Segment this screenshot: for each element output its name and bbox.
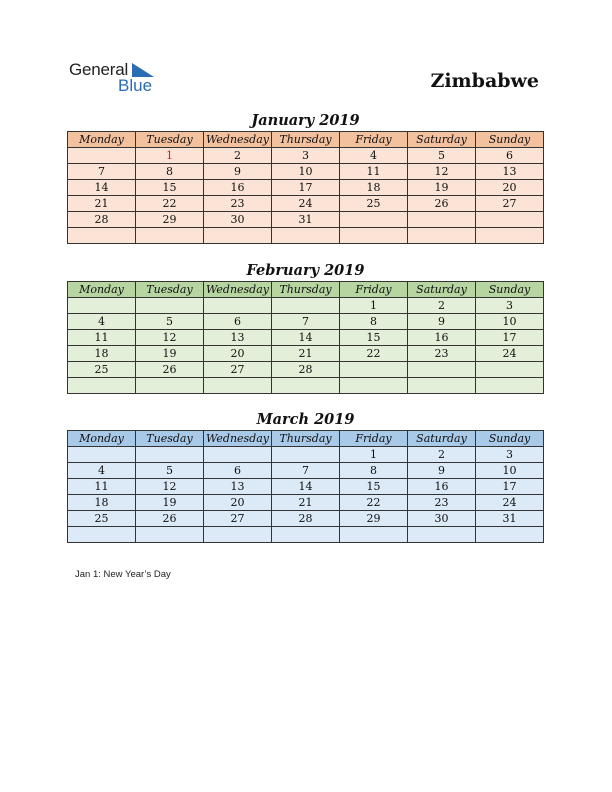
day-cell: 28 <box>272 362 340 378</box>
day-cell <box>340 228 408 244</box>
day-cell <box>136 527 204 543</box>
weekday-header: Friday <box>340 431 408 447</box>
weekday-header: Tuesday <box>136 431 204 447</box>
weekday-header: Monday <box>68 132 136 148</box>
weekday-header-row <box>68 132 544 148</box>
calendar-table <box>67 430 544 543</box>
day-cell: 27 <box>204 362 272 378</box>
day-cell: 6 <box>204 314 272 330</box>
month-title: January 2019 <box>251 112 360 129</box>
day-cell: 21 <box>272 495 340 511</box>
day-cell <box>272 228 340 244</box>
day-cell <box>204 447 272 463</box>
calendar-table <box>67 131 544 244</box>
weekday-header: Thursday <box>272 282 340 298</box>
day-cell <box>204 378 272 394</box>
day-cell: 17 <box>476 479 544 495</box>
day-cell: 5 <box>136 463 204 479</box>
day-cell: 5 <box>408 148 476 164</box>
weekday-header: Wednesday <box>204 282 272 298</box>
day-cell: 29 <box>340 511 408 527</box>
week-row <box>68 180 544 196</box>
day-cell: 11 <box>68 330 136 346</box>
day-cell: 2 <box>204 148 272 164</box>
day-cell: 17 <box>272 180 340 196</box>
day-cell: 3 <box>272 148 340 164</box>
day-cell: 24 <box>272 196 340 212</box>
day-cell: 11 <box>340 164 408 180</box>
week-row <box>68 164 544 180</box>
day-cell: 23 <box>408 495 476 511</box>
week-row <box>68 346 544 362</box>
day-cell <box>136 228 204 244</box>
day-cell: 12 <box>408 164 476 180</box>
day-cell: 26 <box>136 511 204 527</box>
day-cell: 5 <box>136 314 204 330</box>
day-cell: 18 <box>68 346 136 362</box>
day-cell <box>204 228 272 244</box>
day-cell: 20 <box>204 346 272 362</box>
week-row <box>68 228 544 244</box>
day-cell <box>136 447 204 463</box>
weekday-header: Sunday <box>476 132 544 148</box>
day-cell: 3 <box>476 298 544 314</box>
weekday-header: Friday <box>340 282 408 298</box>
day-cell <box>408 228 476 244</box>
holiday-note: Jan 1: New Year’s Day <box>75 569 171 580</box>
day-cell: 1 <box>136 148 204 164</box>
day-cell: 15 <box>340 479 408 495</box>
day-cell: 14 <box>68 180 136 196</box>
day-cell: 30 <box>204 212 272 228</box>
weekday-header: Thursday <box>272 132 340 148</box>
day-cell <box>68 378 136 394</box>
day-cell: 7 <box>272 314 340 330</box>
weekday-header-row <box>68 431 544 447</box>
day-cell: 14 <box>272 479 340 495</box>
day-cell: 31 <box>476 511 544 527</box>
day-cell: 15 <box>136 180 204 196</box>
weekday-header: Friday <box>340 132 408 148</box>
country-title: Zimbabwe <box>430 70 539 92</box>
day-cell: 6 <box>476 148 544 164</box>
day-cell: 7 <box>272 463 340 479</box>
month-march <box>67 410 544 543</box>
weekday-header: Wednesday <box>204 132 272 148</box>
day-cell: 2 <box>408 447 476 463</box>
day-cell <box>340 527 408 543</box>
day-cell: 17 <box>476 330 544 346</box>
day-cell: 11 <box>68 479 136 495</box>
day-cell: 16 <box>408 479 476 495</box>
day-cell: 20 <box>204 495 272 511</box>
day-cell: 9 <box>408 463 476 479</box>
day-cell: 26 <box>136 362 204 378</box>
day-cell: 1 <box>340 298 408 314</box>
day-cell: 10 <box>476 314 544 330</box>
day-cell: 13 <box>204 479 272 495</box>
day-cell: 2 <box>408 298 476 314</box>
day-cell: 9 <box>204 164 272 180</box>
week-row <box>68 212 544 228</box>
week-row <box>68 314 544 330</box>
day-cell: 23 <box>408 346 476 362</box>
day-cell: 12 <box>136 479 204 495</box>
weekday-header: Monday <box>68 282 136 298</box>
day-cell <box>272 527 340 543</box>
day-cell <box>136 298 204 314</box>
logo-blue-text: Blue <box>118 76 153 95</box>
day-cell <box>476 228 544 244</box>
calendar-table <box>67 281 544 394</box>
day-cell: 23 <box>204 196 272 212</box>
weekday-header: Thursday <box>272 431 340 447</box>
month-january <box>67 111 544 244</box>
day-cell: 9 <box>408 314 476 330</box>
day-cell: 6 <box>204 463 272 479</box>
day-cell <box>68 527 136 543</box>
day-cell: 28 <box>68 212 136 228</box>
day-cell: 27 <box>476 196 544 212</box>
day-cell <box>68 148 136 164</box>
day-cell: 29 <box>136 212 204 228</box>
day-cell <box>476 378 544 394</box>
day-cell: 4 <box>68 314 136 330</box>
weekday-header: Tuesday <box>136 282 204 298</box>
day-cell: 16 <box>408 330 476 346</box>
day-cell <box>340 212 408 228</box>
day-cell: 22 <box>340 346 408 362</box>
day-cell: 10 <box>272 164 340 180</box>
week-row <box>68 196 544 212</box>
day-cell: 8 <box>136 164 204 180</box>
weekday-header: Tuesday <box>136 132 204 148</box>
day-cell: 22 <box>136 196 204 212</box>
day-cell: 3 <box>476 447 544 463</box>
logo-triangle-icon <box>132 63 154 77</box>
day-cell: 19 <box>136 495 204 511</box>
week-row <box>68 527 544 543</box>
weekday-header: Sunday <box>476 282 544 298</box>
week-row <box>68 330 544 346</box>
week-row <box>68 511 544 527</box>
day-cell: 25 <box>68 511 136 527</box>
day-cell <box>68 298 136 314</box>
day-cell <box>204 298 272 314</box>
day-cell: 10 <box>476 463 544 479</box>
day-cell: 20 <box>476 180 544 196</box>
day-cell: 25 <box>68 362 136 378</box>
day-cell: 19 <box>136 346 204 362</box>
day-cell: 14 <box>272 330 340 346</box>
day-cell: 18 <box>340 180 408 196</box>
month-february <box>67 261 544 394</box>
day-cell <box>272 378 340 394</box>
day-cell: 27 <box>204 511 272 527</box>
day-cell <box>204 527 272 543</box>
day-cell: 4 <box>340 148 408 164</box>
weekday-header: Monday <box>68 431 136 447</box>
day-cell: 13 <box>204 330 272 346</box>
day-cell: 24 <box>476 495 544 511</box>
month-title: February 2019 <box>246 262 365 279</box>
weekday-header: Sunday <box>476 431 544 447</box>
week-row <box>68 362 544 378</box>
day-cell: 1 <box>340 447 408 463</box>
weekday-header: Saturday <box>408 431 476 447</box>
day-cell <box>408 527 476 543</box>
week-row <box>68 495 544 511</box>
day-cell: 21 <box>272 346 340 362</box>
weekday-header-row <box>68 282 544 298</box>
weekday-header: Saturday <box>408 132 476 148</box>
day-cell: 12 <box>136 330 204 346</box>
day-cell: 4 <box>68 463 136 479</box>
day-cell: 13 <box>476 164 544 180</box>
day-cell <box>136 378 204 394</box>
day-cell: 16 <box>204 180 272 196</box>
week-row <box>68 298 544 314</box>
day-cell <box>476 527 544 543</box>
day-cell: 18 <box>68 495 136 511</box>
day-cell: 15 <box>340 330 408 346</box>
logo <box>69 60 169 96</box>
day-cell <box>68 228 136 244</box>
day-cell <box>340 362 408 378</box>
day-cell: 8 <box>340 314 408 330</box>
day-cell <box>68 447 136 463</box>
weekday-header: Saturday <box>408 282 476 298</box>
day-cell <box>408 212 476 228</box>
day-cell <box>476 362 544 378</box>
week-row <box>68 148 544 164</box>
day-cell: 7 <box>68 164 136 180</box>
day-cell: 30 <box>408 511 476 527</box>
day-cell: 31 <box>272 212 340 228</box>
day-cell <box>272 298 340 314</box>
month-title: March 2019 <box>256 411 355 428</box>
week-row <box>68 479 544 495</box>
day-cell: 28 <box>272 511 340 527</box>
day-cell <box>476 212 544 228</box>
day-cell: 22 <box>340 495 408 511</box>
day-cell <box>272 447 340 463</box>
week-row <box>68 378 544 394</box>
day-cell <box>340 378 408 394</box>
week-row <box>68 463 544 479</box>
week-row <box>68 447 544 463</box>
holiday-notes <box>75 569 171 580</box>
weekday-header: Wednesday <box>204 431 272 447</box>
logo-general-text: General <box>69 60 129 79</box>
day-cell: 24 <box>476 346 544 362</box>
day-cell: 8 <box>340 463 408 479</box>
day-cell: 19 <box>408 180 476 196</box>
day-cell: 26 <box>408 196 476 212</box>
day-cell: 25 <box>340 196 408 212</box>
day-cell: 21 <box>68 196 136 212</box>
day-cell <box>408 362 476 378</box>
day-cell <box>408 378 476 394</box>
